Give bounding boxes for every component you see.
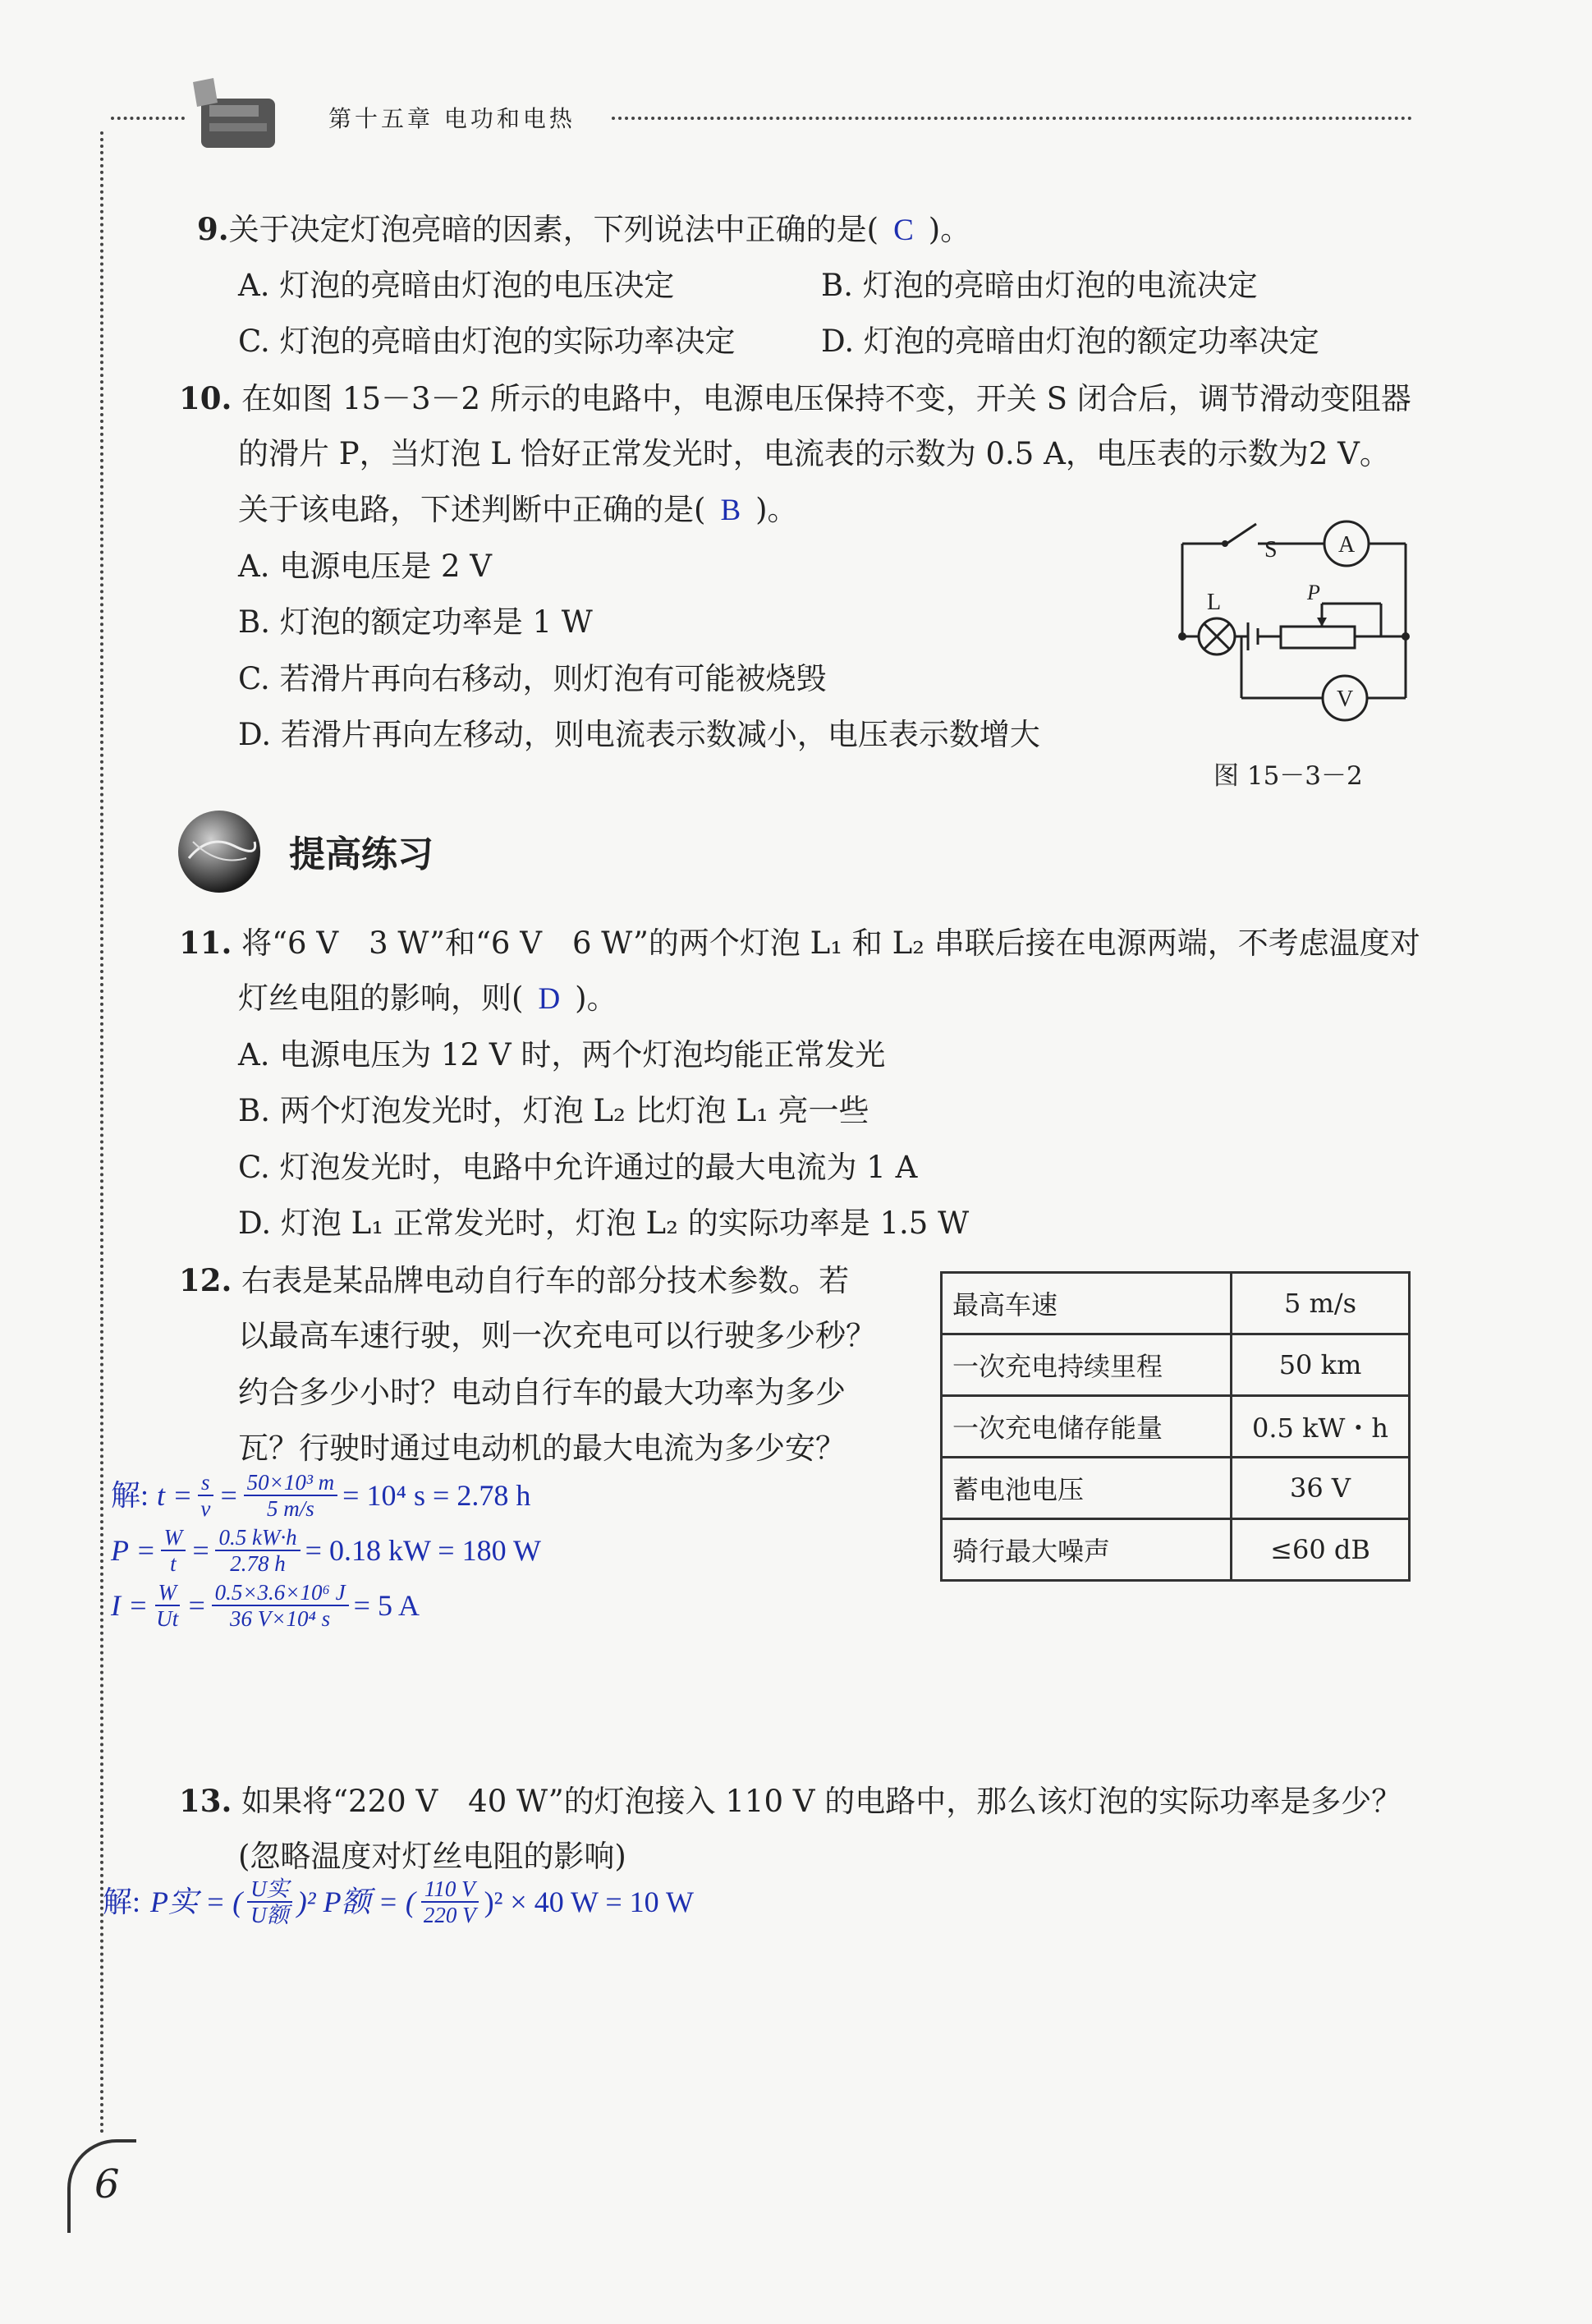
q9-option-d: D. 灯泡的亮暗由灯泡的额定功率决定 [821,324,1319,359]
q9-option-b: B. 灯泡的亮暗由灯泡的电流决定 [821,268,1258,303]
q10-option-c: C. 若滑片再向右移动，则灯泡有可能被烧毁 [238,661,827,696]
table-value: 50 km [1232,1334,1410,1396]
q10-answer: B [720,494,741,527]
q13-line2: (忽略温度对灯丝电阻的影响) [238,1839,626,1874]
header-chapter: 第十五章 电功和电热 [328,105,576,132]
table-value: 0.5 kW・h [1232,1396,1410,1458]
table-value: 36 V [1232,1458,1410,1519]
table-key: 蓄电池电压 [942,1458,1232,1519]
circuit-label-s: S [1264,537,1278,563]
q9-option-c: C. 灯泡的亮暗由灯泡的实际功率决定 [238,324,736,359]
q12-line3: 约合多少小时？电动自行车的最大功率为多少 [238,1375,846,1410]
q10-option-d: D. 若滑片再向左移动，则电流表示数减小，电压表示数增大 [238,717,1040,752]
table-row [942,1334,1410,1396]
q11-option-b: B. 两个灯泡发光时，灯泡 L₂ 比灯泡 L₁ 亮一些 [238,1093,869,1128]
q12-line2: 以最高车速行驶，则一次充电可以行驶多少秒？ [238,1318,876,1353]
q11-option-d: D. 灯泡 L₁ 正常发光时，灯泡 L₂ 的实际功率是 1.5 W [238,1206,970,1241]
q12-solution-i: I = $\frac{W}{Ut}$ = $\frac{\text{0.5×3.6×10⁶ J}}{\text{36 V×10⁴ s}}$ = 5 A [111,1580,420,1631]
circuit-label-l: L [1207,590,1222,615]
section-globe-icon [177,809,263,895]
q10-line2: 的滑片 P，当灯泡 L 恰好正常发光时，电流表的示数为 0.5 A，电压表的示数为2 V。 [238,436,1390,471]
q12-line1: 12. 右表是某品牌电动自行车的部分技术参数。若 [179,1262,850,1298]
table-value: ≤60 dB [1232,1519,1410,1581]
q9-answer: C [893,214,914,247]
q11-option-a: A. 电源电压为 12 V 时，两个灯泡均能正常发光 [238,1037,886,1072]
q10-option-a: A. 电源电压是 2 V [238,549,493,584]
table-key: 一次充电持续里程 [942,1334,1232,1396]
table-row [942,1458,1410,1519]
spec-table [940,1271,1411,1582]
table-key: 骑行最大噪声 [942,1519,1232,1581]
page-number: 6 [94,2161,120,2207]
table-row [942,1519,1410,1581]
table-value: 5 m/s [1232,1273,1410,1334]
q11-line1: 11. 将“6 V 3 W”和“6 V 6 W”的两个灯泡 L₁ 和 L₂ 串联后接在电源两端，不考虑温度对 [179,925,1420,961]
q11-line2: 灯丝电阻的影响，则( D )。 [238,981,617,1016]
circuit-label-v: V [1337,687,1354,712]
circuit-diagram [1166,509,1420,739]
table-row [942,1273,1410,1334]
section-title: 提高练习 [289,834,434,875]
table-row [942,1396,1410,1458]
q10-line1: 10. 在如图 15－3－2 所示的电路中，电源电压保持不变，开关 S 闭合后，调节滑动变阻器 [179,380,1411,416]
header-logo [177,66,291,160]
q9-stem: 9.关于决定灯泡亮暗的因素，下列说法中正确的是( C )。 [197,211,971,247]
q11-option-c: C. 灯泡发光时，电路中允许通过的最大电流为 1 A [238,1150,918,1185]
header-divider-left [111,117,185,120]
q12-solution-p: P = $\frac{W}{t}$ = $\frac{0.5 kW\cdot h}{2.78 h}$ = 0.18 kW = 180 W [111,1525,541,1576]
q10-line3: 关于该电路，下述判断中正确的是( B )。 [238,492,798,527]
q13-line1: 13. 如果将“220 V 40 W”的灯泡接入 110 V 的电路中，那么该灯泡的实际功率是多少？ [179,1783,1402,1819]
table-key: 最高车速 [942,1273,1232,1334]
header-divider-right [612,117,1412,120]
circuit-label-p: P [1307,581,1320,604]
q11-answer: D [538,982,561,1016]
q10-option-b: B. 灯泡的额定功率是 1 W [238,604,593,640]
q12-line4: 瓦？行驶时通过电动机的最大电流为多少安？ [238,1431,846,1466]
left-margin-dots [100,131,103,2135]
q13-solution: 解: P实 = ( $\frac{\text{U实}}{\text{U额}}$ )² P额 = ( $\frac{110 V}{220 V}$ )² × 40 W = 10 W [103,1876,695,1927]
q9-option-a: A. 灯泡的亮暗由灯泡的电压决定 [238,268,675,303]
table-key: 一次充电储存能量 [942,1396,1232,1458]
figure-caption: 图 15－3－2 [1213,761,1363,791]
circuit-label-a: A [1338,532,1356,558]
q12-solution-t: 解: t = $\frac{s}{v}$ = $\frac{\text{50×10³ m}}{5 m/s}$ = 10⁴ s = 2.78 h [111,1470,531,1521]
